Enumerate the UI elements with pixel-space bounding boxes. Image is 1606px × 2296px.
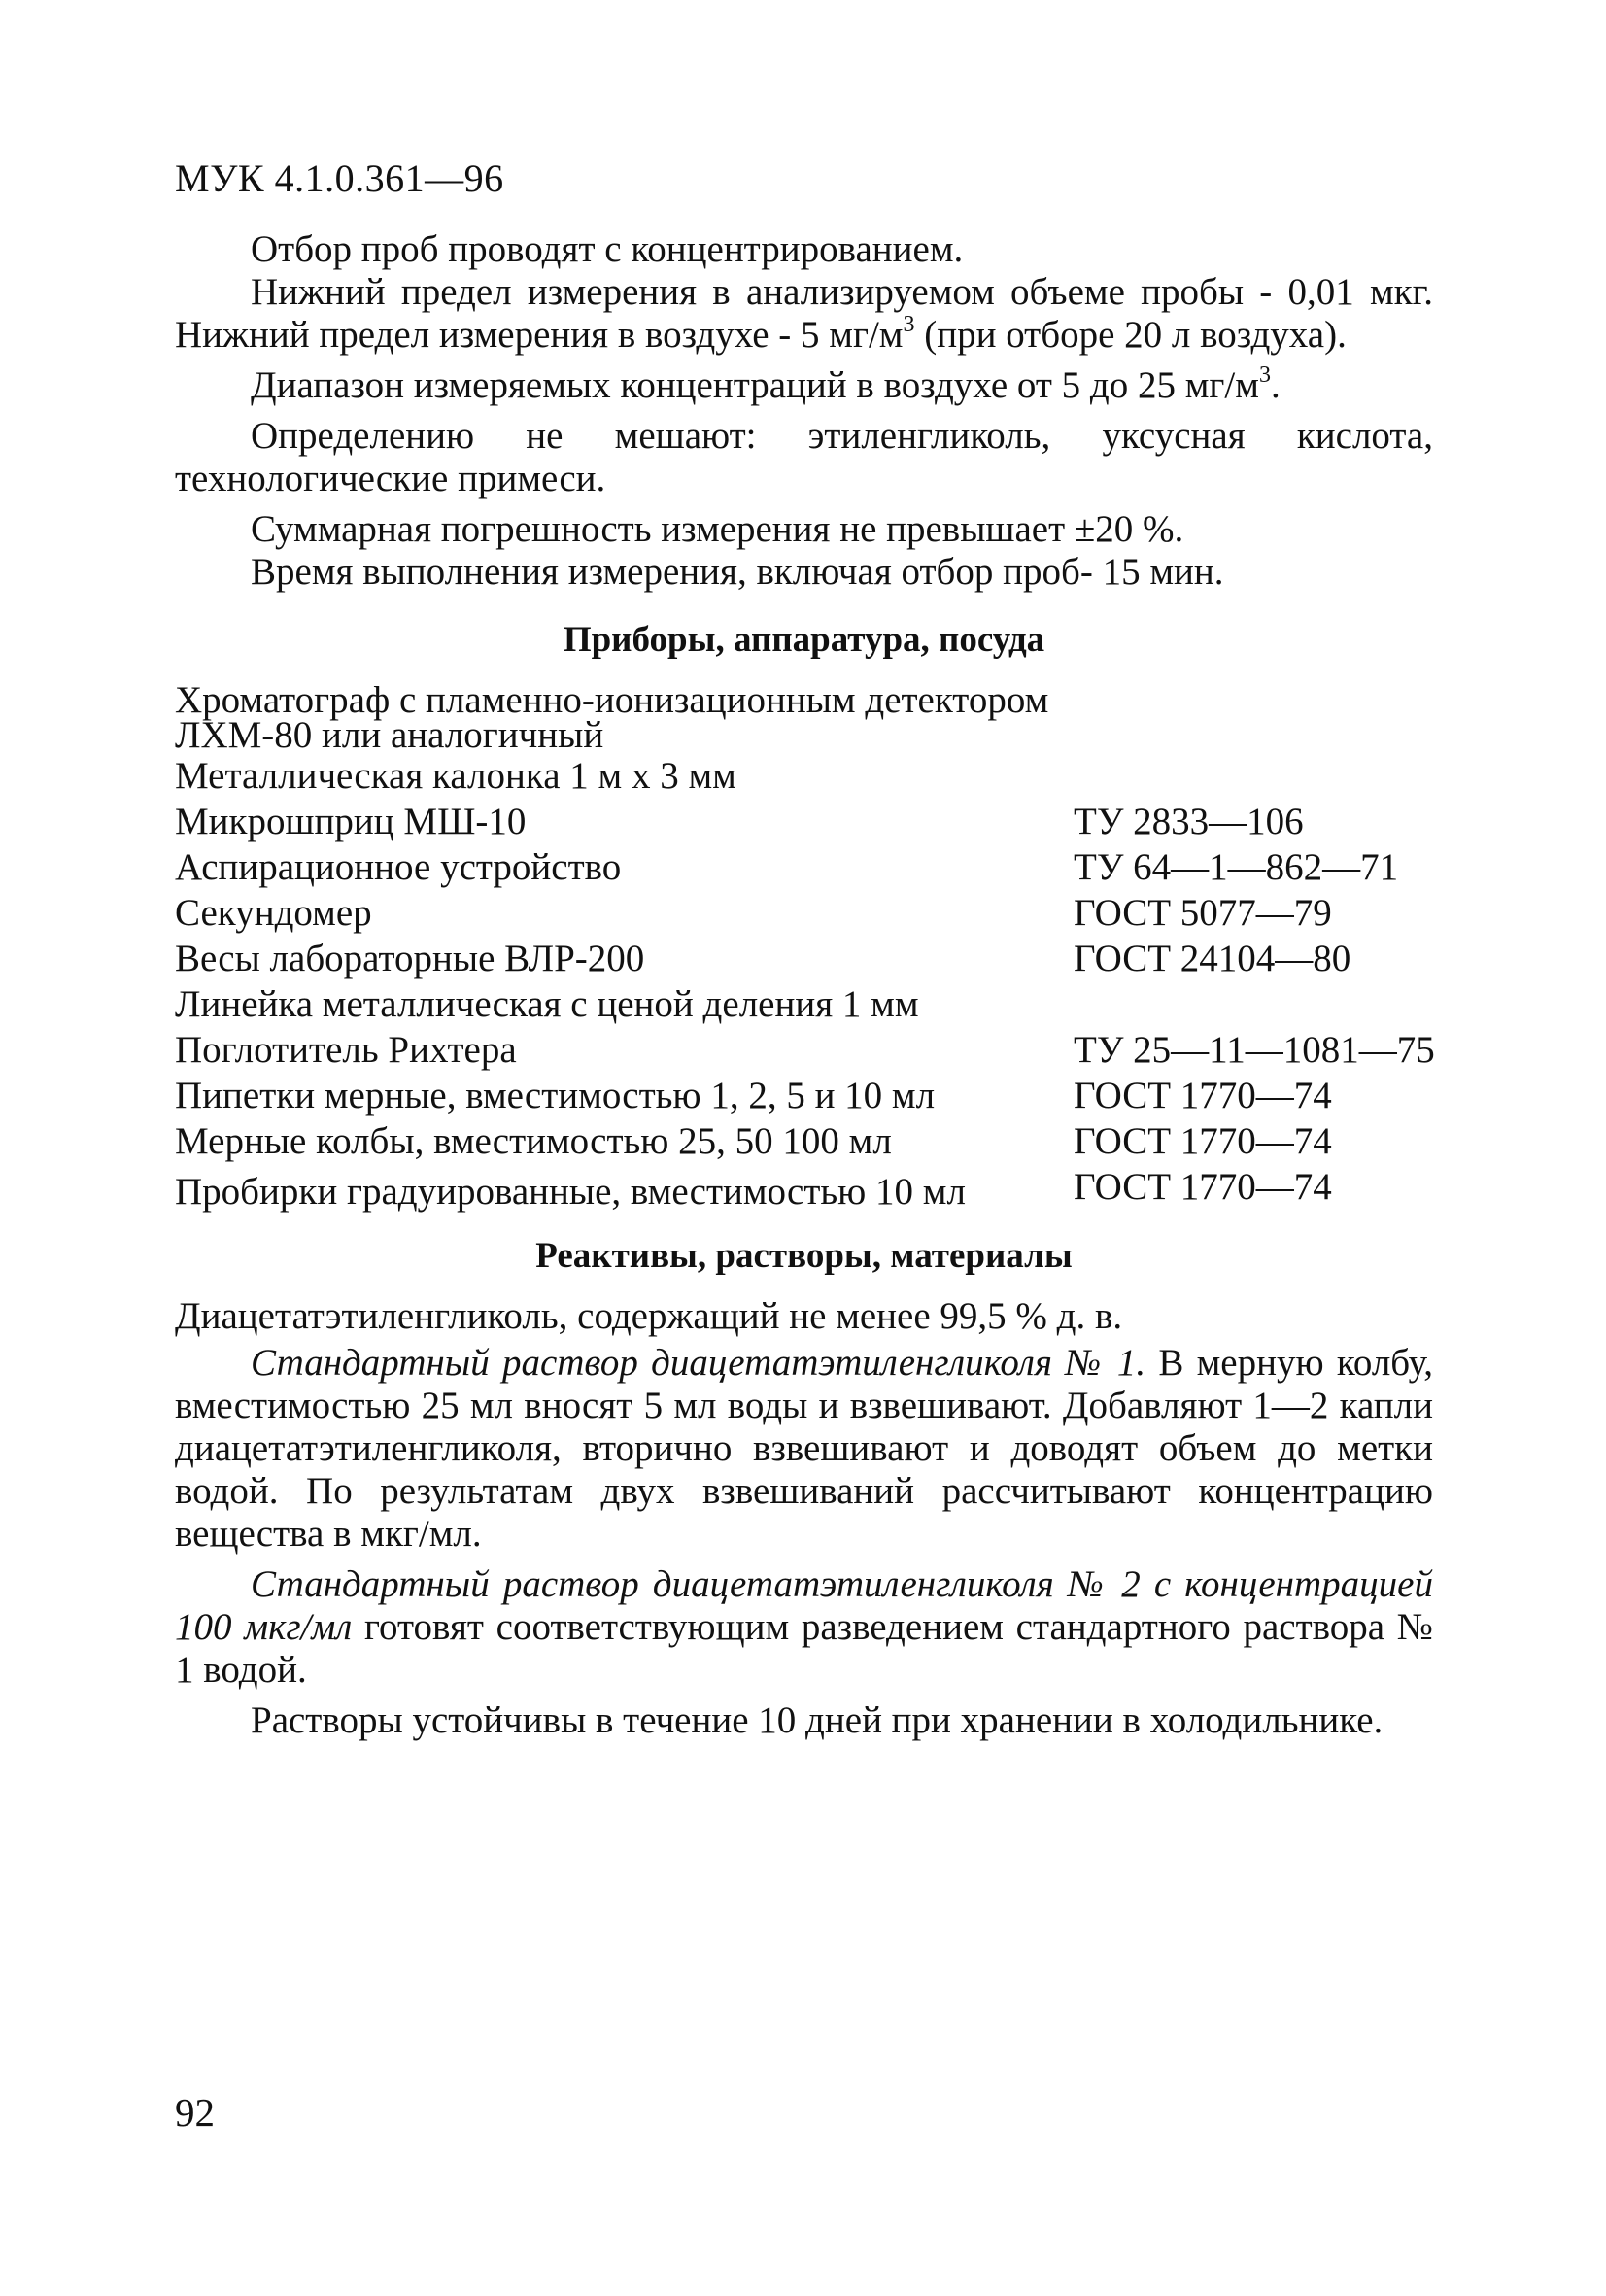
equipment-row <box>175 753 1438 799</box>
detection-limit-text: Нижний предел измерения в анализируемом объеме пробы - 0,01 мкг. Нижний предел измерения в воздухе - 5 мг/м <box>175 271 1433 356</box>
detection-limit-tail: (при отборе 20 л воздуха). <box>914 314 1347 356</box>
intro-paragraph-duration: Время выполнения измерения, включая отбор проб- 15 мин. <box>251 551 1224 593</box>
equipment-standard: ГОСТ 1770—74 <box>1074 1075 1332 1116</box>
reagent-paragraph-storage: Растворы устойчивы в течение 10 дней при хранении в холодильнике. <box>251 1699 1384 1741</box>
standard-1-text: В мерную колбу, вместимостью 25 мл вносят 5 мл воды и взвешивают. Добавляют 1—2 капли диацетатэтиленгликоля, вторично взвешивают и доводят объем до метки водой. По результатам двух взвешиваний рассчитывают концентрацию вещества в мкг/мл. <box>175 1342 1433 1555</box>
equipment-name: Хроматограф с пламенно-ионизационным детектором ЛХМ-80 или аналогичный <box>175 679 1049 756</box>
equipment-name: Поглотитель Рихтера <box>175 1029 517 1071</box>
equipment-name: Аспирационное устройство <box>175 846 622 888</box>
running-head: МУК 4.1.0.361—96 <box>175 156 504 200</box>
page-body <box>175 228 1433 1742</box>
equipment-row <box>175 936 1438 981</box>
intro-paragraph-sampling: Отбор проб проводят с концентрированием. <box>251 228 964 270</box>
reagent-paragraph-standard-2 <box>175 1563 1433 1692</box>
reagents-heading: Реактивы, растворы, материалы <box>535 1236 1073 1276</box>
reagent-paragraph-substance: Диацетатэтиленгликоль, содержащий не менее 99,5 % д. в. <box>175 1295 1123 1337</box>
equipment-name: Секундомер <box>175 892 372 934</box>
equipment-name: Пробирки градуированные, вместимостью 10 мл <box>175 1171 966 1213</box>
equipment-name: Микрошприц МШ-10 <box>175 801 527 842</box>
equipment-standard: ГОСТ 1770—74 <box>1074 1166 1332 1208</box>
equipment-standard: ГОСТ 5077—79 <box>1074 892 1332 934</box>
equipment-name: Мерные колбы, вместимостью 25, 50 100 мл <box>175 1120 892 1162</box>
intro-paragraph-detection-limit <box>175 271 1433 357</box>
equipment-name: Пипетки мерные, вместимостью 1, 2, 5 и 10 мл <box>175 1075 936 1116</box>
standard-1-title: Стандартный раствор диацетатэтиленгликоля № 1. <box>251 1342 1146 1384</box>
equipment-name: Металлическая калонка 1 м х 3 мм <box>175 755 736 797</box>
intro-paragraph-error: Суммарная погрешность измерения не превышает ±20 %. <box>251 508 1184 550</box>
standard-2-text: готовят соответствующим разведением стандартного раствора № 1 водой. <box>175 1606 1434 1691</box>
equipment-standard <box>1074 683 1438 753</box>
equipment-row <box>175 683 1438 753</box>
intro-paragraph-interference: Определению не мешают: этиленгликоль, уксусная кислота, технологические примеси. <box>175 415 1433 499</box>
intro-paragraph-range <box>175 364 1433 407</box>
equipment-standard <box>1074 753 1438 799</box>
page-number: 92 <box>175 2090 215 2135</box>
equipment-standard: ГОСТ 24104—80 <box>1074 938 1351 979</box>
reagent-paragraph-standard-1 <box>175 1342 1433 1556</box>
equipment-standard: ТУ 25—11—1081—75 <box>1074 1029 1435 1071</box>
equipment-name: Линейка металлическая с ценой деления 1 мм <box>175 983 919 1025</box>
equipment-name: Весы лабораторные ВЛР-200 <box>175 938 645 979</box>
range-tail: . <box>1270 364 1281 406</box>
equipment-list <box>175 679 1438 1213</box>
equipment-table <box>175 679 1438 1213</box>
superscript: 3 <box>1258 362 1271 388</box>
equipment-row <box>175 1164 1438 1210</box>
equipment-row <box>175 890 1438 936</box>
equipment-standard: ТУ 64—1—862—71 <box>1074 846 1399 888</box>
equipment-row <box>175 1027 1438 1073</box>
equipment-row <box>175 1118 1438 1164</box>
range-text: Диапазон измеряемых концентраций в воздухе от 5 до 25 мг/м <box>251 364 1259 406</box>
equipment-row <box>175 1073 1438 1118</box>
superscript: 3 <box>903 312 915 337</box>
equipment-standard <box>1074 981 1438 1027</box>
equipment-standard: ТУ 2833—106 <box>1074 801 1304 842</box>
equipment-row <box>175 799 1438 844</box>
equipment-row <box>175 844 1438 890</box>
equipment-standard: ГОСТ 1770—74 <box>1074 1120 1332 1162</box>
equipment-heading: Приборы, аппаратура, посуда <box>563 620 1045 660</box>
standard-2-title: Стандартный раствор диацетатэтиленгликоля № 2 с концентрацией 100 мкг/мл <box>175 1563 1433 1648</box>
equipment-row <box>175 981 1438 1027</box>
